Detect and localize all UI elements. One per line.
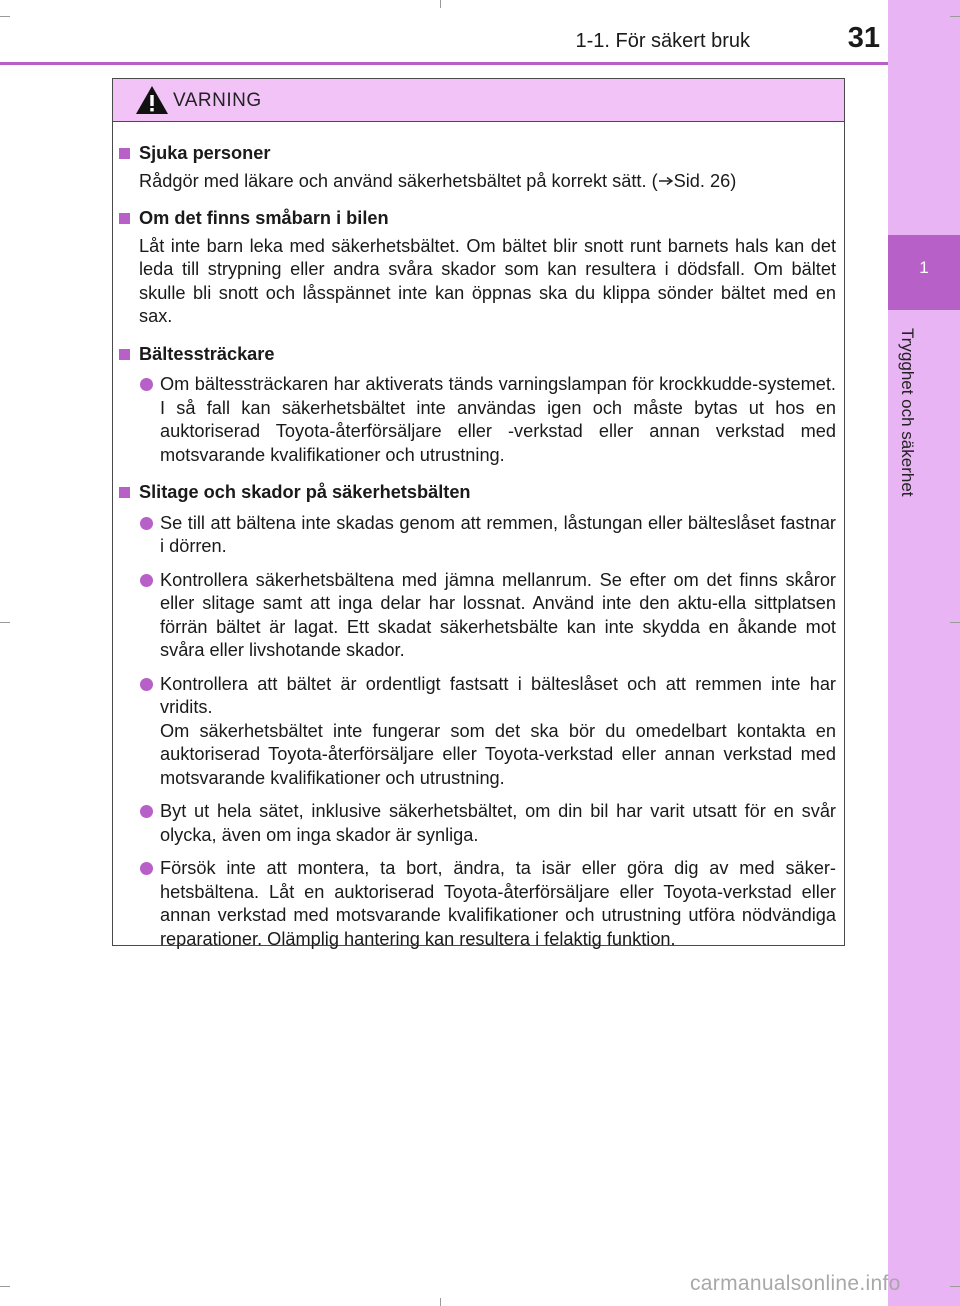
warning-body — [113, 122, 844, 951]
side-tab — [888, 0, 960, 1306]
section-title: 1-1. För säkert bruk — [575, 30, 750, 52]
chapter-label: Trygghet och säkerhet — [898, 328, 917, 497]
warning-box — [112, 78, 845, 949]
square-bullet-icon — [119, 213, 130, 224]
chapter-number: 1 — [919, 258, 929, 277]
warning-title: VARNING — [173, 90, 262, 111]
crop-mark — [0, 1286, 10, 1287]
round-bullet-icon — [140, 517, 153, 530]
list-item: Kontrollera säkerhetsbältena med jämna mellanrum. Se efter om det finns skåror eller slitage samt att inga delar har lossnat. Använd inte den aktu-ella sittplatsen förrän bältet är lagat. Ett skadat säkerhetsbälte kan inte skydda en åkande mot svåra eller livshotande skador. — [117, 569, 836, 663]
list-item: Om bältessträckaren har aktiverats tänds varningslampan för krockkudde-systemet. I så fall kan säkerhetsbältet inte användas igen och måste bytas ut hos en auktoriserad Toyota-återförsäljare eller -verkstad eller annan verkstad med motsvarande kvalifikationer och utrustning. — [117, 373, 836, 467]
page-number: 31 — [847, 22, 880, 54]
header-rule — [0, 62, 888, 65]
arrow-right-icon — [658, 176, 674, 186]
warning-triangle-icon — [135, 85, 169, 115]
section-heading: Om det finns småbarn i bilen — [117, 207, 836, 231]
list-item: Byt ut hela sätet, inklusive säkerhetsbältet, om din bil har varit utsatt för en svår olycka, även om inga skador är synliga. — [117, 800, 836, 847]
section-text: Rådgör med läkare och använd säkerhetsbältet på korrekt sätt. ( Sid. 26) — [139, 170, 737, 191]
crop-mark — [950, 622, 960, 623]
round-bullet-icon — [140, 678, 153, 691]
list-item: Kontrollera att bältet är ordentligt fastsatt i bälteslåset och att remmen inte har vridits. Om säkerhetsbältet inte fungerar som det ska bör du omedelbart kontakta en auktoriserad Toyota-återförsäljare eller Toyota-verkstad eller annan verkstad med motsvarande kvalifikationer och utrustning. — [117, 673, 836, 791]
round-bullet-icon — [140, 574, 153, 587]
crop-mark — [950, 16, 960, 17]
crop-mark — [440, 1298, 441, 1306]
section-heading: Bältessträckare — [117, 343, 836, 367]
section-heading: Slitage och skador på säkerhetsbälten — [117, 481, 836, 505]
warning-header — [113, 79, 844, 122]
square-bullet-icon — [119, 487, 130, 498]
section-heading: Sjuka personer — [117, 142, 836, 166]
list-item: Se till att bältena inte skadas genom att remmen, låstungan eller bälteslåset fastnar i dörren. — [117, 512, 836, 559]
square-bullet-icon — [119, 349, 130, 360]
crop-mark — [440, 0, 441, 8]
list-item: Försök inte att montera, ta bort, ändra, ta isär eller göra dig av med säker-hetsbältena. Låt en auktoriserad Toyota-återförsäljare eller Toyota-verkstad eller annan verkstad med motsvarande kvalifikationer och utrustning utföra nödvändiga reparationer. Olämplig hantering kan resultera i felaktig funktion. — [117, 857, 836, 951]
crop-mark — [0, 622, 10, 623]
round-bullet-icon — [140, 805, 153, 818]
square-bullet-icon — [119, 148, 130, 159]
page-reference[interactable]: Sid. 26) — [658, 171, 737, 191]
round-bullet-icon — [140, 862, 153, 875]
round-bullet-icon — [140, 378, 153, 391]
crop-mark — [950, 1286, 960, 1287]
section-text: Låt inte barn leka med säkerhetsbältet. Om bältet blir snott runt barnets hals kan det leda till strypning eller andra svåra skador som kan resultera i dödsfall. Om bältet skulle bli snott och låsspännet inte kan öppnas ska du klippa sönder bältet med en sax. — [139, 235, 836, 326]
watermark: carmanualsonline.info — [690, 1272, 901, 1295]
crop-mark — [0, 16, 10, 17]
